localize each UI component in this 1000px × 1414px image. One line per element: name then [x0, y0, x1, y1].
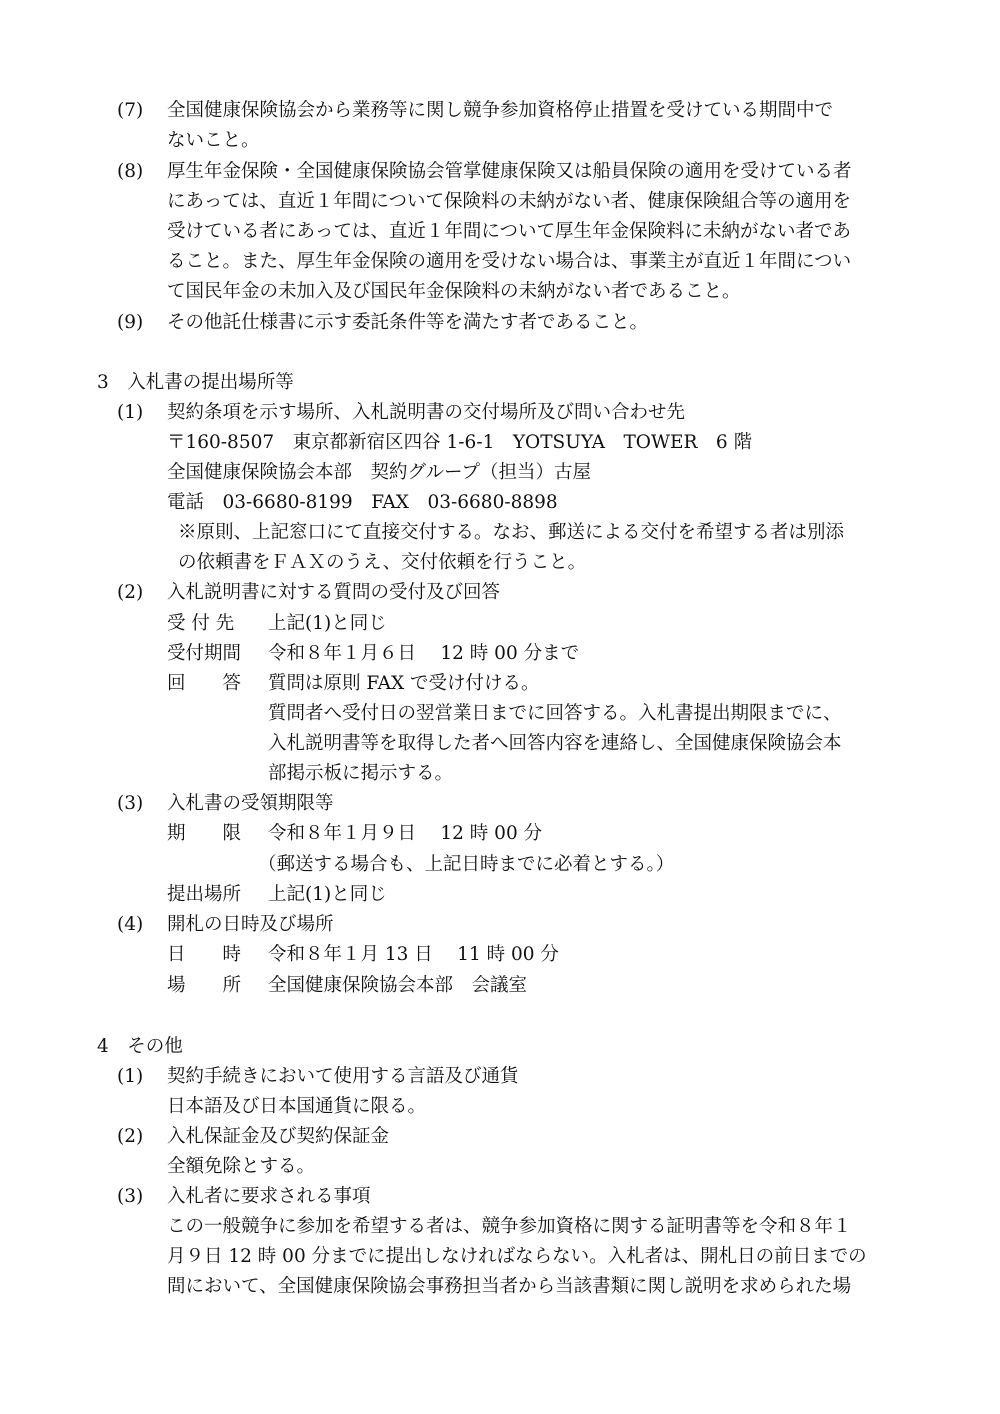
s3-answer-line: 入札説明書等を取得した者へ回答内容を連絡し、全国健康保険協会本 — [268, 733, 842, 754]
s4-item-1-line: 日本語及び日本国通貨に限る。 — [167, 1096, 427, 1117]
s3-note-line: の依頼書をＦＡＸのうえ、交付依頼を行うこと。 — [178, 552, 587, 573]
section-3-heading: 3 入札書の提出場所等 — [97, 372, 294, 393]
s3-deadline-label: 期 限 — [167, 823, 242, 844]
item-8-line: て国民年金の未加入及び国民年金保険料の未納がない者であること。 — [167, 281, 741, 302]
s3-item-3-number: (3) — [117, 793, 144, 814]
item-7-line: 全国健康保険協会から業務等に関し競争参加資格停止措置を受けている期間中で — [167, 100, 834, 121]
s4-item-3-title: 入札者に要求される事項 — [167, 1186, 371, 1207]
s4-item-1-number: (1) — [117, 1066, 144, 1087]
s3-row-value: 上記(1)と同じ — [268, 613, 387, 634]
s3-answer-line: 部掲示板に掲示する。 — [268, 763, 454, 784]
s3-deadline-value: 令和８年１月９日 12 時 00 分 — [268, 823, 543, 844]
item-9-number: (9) — [117, 312, 144, 333]
item-9-line: その他託仕様書に示す委託条件等を満たす者であること。 — [167, 312, 649, 333]
s4-item-1-title: 契約手続きにおいて使用する言語及び通貨 — [167, 1066, 519, 1087]
s3-item-4-title: 開札の日時及び場所 — [167, 914, 334, 935]
s3-row-label: 場 所 — [167, 975, 242, 996]
item-8-number: (8) — [117, 161, 144, 182]
s3-item-3-title: 入札書の受領期限等 — [167, 793, 334, 814]
s3-deadline-note: （郵送する場合も、上記日時までに必着とする。） — [258, 854, 675, 875]
s3-row-value: 全国健康保険協会本部 会議室 — [268, 975, 528, 996]
s3-office: 全国健康保険協会本部 契約グループ（担当）古屋 — [167, 462, 592, 483]
s4-item-3-line: 月９日 12 時 00 分までに提出しなければならない。入札者は、開札日の前日までの — [167, 1246, 867, 1267]
s3-row-label: 受 付 先 — [167, 613, 235, 634]
item-7-line: ないこと。 — [167, 130, 260, 151]
s3-item-1-number: (1) — [117, 402, 144, 423]
s3-item-1-title: 契約条項を示す場所、入札説明書の交付場所及び問い合わせ先 — [167, 402, 686, 423]
s4-item-2-title: 入札保証金及び契約保証金 — [167, 1126, 390, 1147]
item-8-line: にあっては、直近１年間について保険料の未納がない者、健康保険組合等の適用を — [167, 191, 851, 212]
s3-row-label: 受付期間 — [167, 643, 242, 664]
item-8-line: ること。また、厚生年金保険の適用を受けない場合は、事業主が直近１年間につい — [167, 251, 852, 272]
s3-row-label: 回 答 — [167, 673, 242, 694]
s3-place-value: 上記(1)と同じ — [268, 884, 387, 905]
s4-item-3-line: この一般競争に参加を希望する者は、競争参加資格に関する証明書等を令和８年１ — [167, 1216, 852, 1237]
item-8-line: 受けている者にあっては、直近１年間について厚生年金保険料に未納がない者であ — [167, 221, 851, 242]
s3-item-2-title: 入札説明書に対する質問の受付及び回答 — [167, 582, 501, 603]
s3-note-line: ※原則、上記窓口にて直接交付する。なお、郵送による交付を希望する者は別添 — [178, 522, 845, 543]
s3-phone-fax: 電話 03-6680-8199 FAX 03-6680-8898 — [167, 492, 558, 513]
s3-answer-line: 質問者へ受付日の翌営業日までに回答する。入札書提出期限までに、 — [268, 703, 842, 724]
item-7-number: (7) — [117, 100, 144, 121]
s4-item-2-number: (2) — [117, 1126, 144, 1147]
s4-item-2-line: 全額免除とする。 — [167, 1156, 316, 1177]
s4-item-3-number: (3) — [117, 1186, 144, 1207]
s3-row-value: 令和８年１月 13 日 11 時 00 分 — [268, 944, 559, 965]
s3-row-label: 日 時 — [167, 944, 242, 965]
s3-row-value: 質問は原則 FAX で受け付ける。 — [268, 673, 540, 694]
s3-row-value: 令和８年１月６日 12 時 00 分まで — [268, 643, 580, 664]
section-4-heading: 4 その他 — [97, 1036, 183, 1057]
s4-item-3-line: 間において、全国健康保険協会事務担当者から当該書類に関し説明を求められた場 — [167, 1276, 852, 1297]
s3-place-label: 提出場所 — [167, 884, 242, 905]
item-8-line: 厚生年金保険・全国健康保険協会管掌健康保険又は船員保険の適用を受けている者 — [167, 161, 852, 182]
s3-address: 〒160-8507 東京都新宿区四谷 1-6-1 YOTSUYA TOWER 6 階 — [167, 432, 753, 453]
s3-item-4-number: (4) — [117, 914, 144, 935]
s3-item-2-number: (2) — [117, 582, 144, 603]
